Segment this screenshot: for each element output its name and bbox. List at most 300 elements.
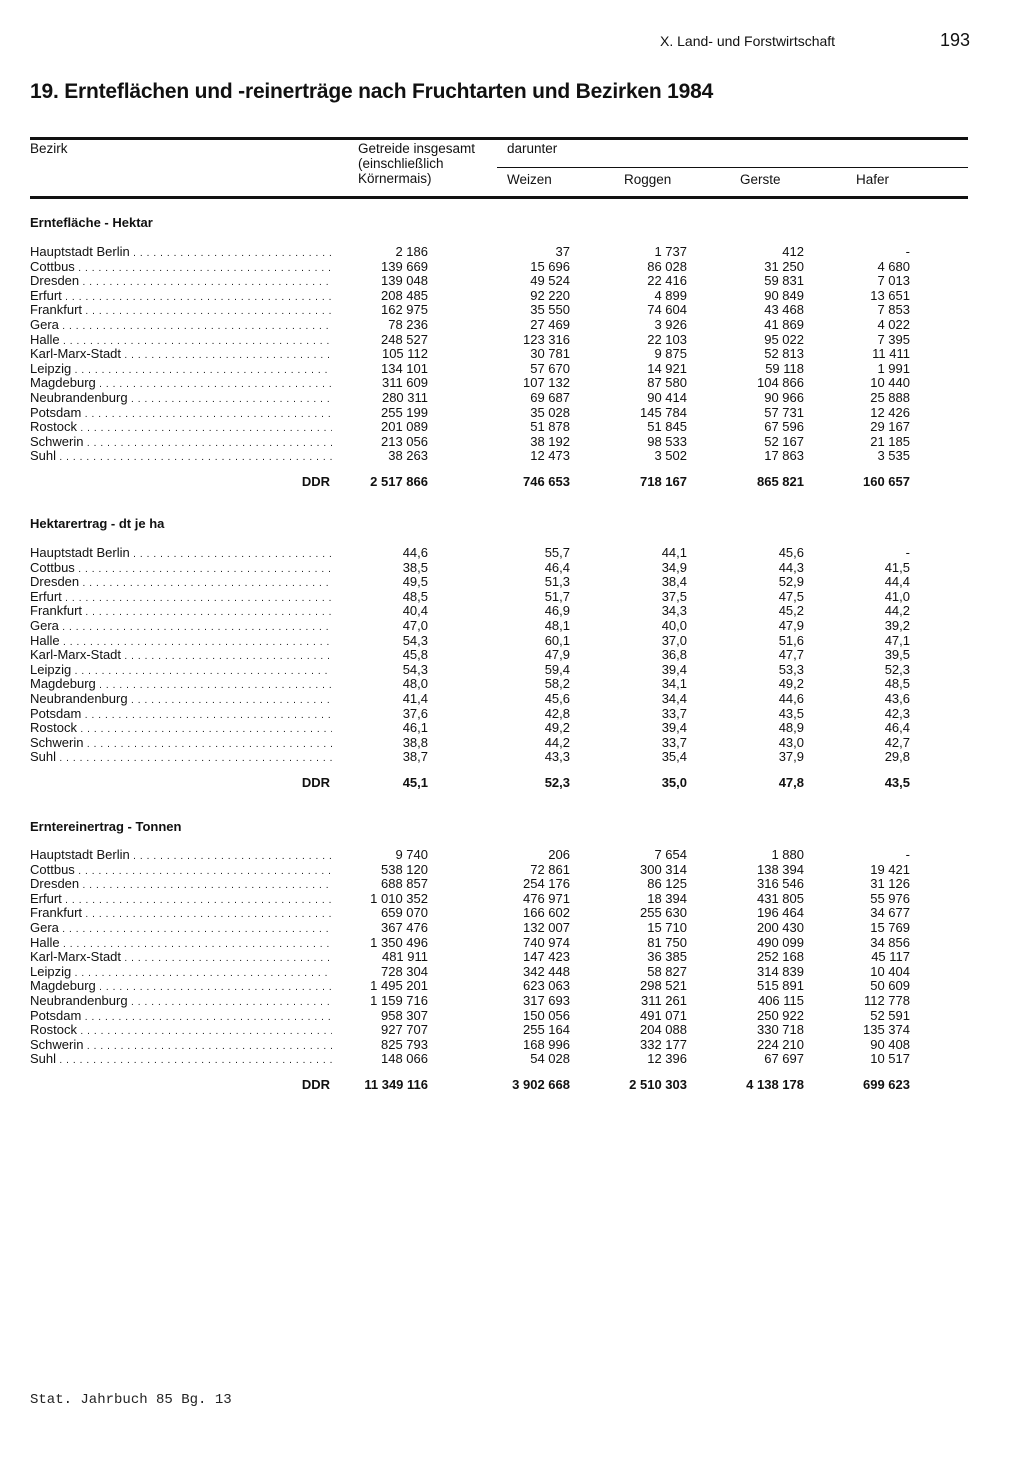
- table-row: [30, 590, 910, 605]
- table-cell: 10 404: [870, 963, 910, 979]
- table-cell: 86 028: [647, 258, 687, 274]
- table-cell: -: [905, 847, 910, 862]
- row-label-bezirk: Dresden . . .: [30, 575, 332, 592]
- table-cell: 255 630: [640, 905, 687, 921]
- table-cell: 1 350 496: [370, 934, 428, 950]
- table-cell: 31 250: [764, 258, 804, 274]
- table-cell: 10 440: [870, 375, 910, 391]
- total-cell: 4 138 178: [746, 1077, 804, 1092]
- total-cell: 52,3: [544, 775, 570, 790]
- table-cell: 49 524: [530, 273, 570, 289]
- row-label-bezirk: Leipzig . . .: [30, 663, 332, 680]
- table-cell: 42,3: [884, 705, 910, 721]
- row-label-bezirk: Suhl . . .: [30, 1052, 332, 1069]
- table-cell: 67 596: [764, 419, 804, 435]
- total-label: DDR: [301, 475, 330, 489]
- table-cell: 166 602: [523, 905, 570, 921]
- row-label-bezirk: Frankfurt . . .: [30, 906, 332, 923]
- row-label-bezirk: Schwerin . . .: [30, 1038, 332, 1055]
- table-cell: 41,5: [884, 559, 910, 575]
- table-cell: 22 103: [647, 331, 687, 347]
- row-label-bezirk: Suhl . . .: [30, 449, 332, 466]
- table-cell: 19 421: [870, 861, 910, 877]
- table-row: [30, 274, 910, 289]
- table-cell: 148 066: [381, 1051, 428, 1067]
- table-row: [30, 863, 910, 878]
- table-cell: 54 028: [530, 1051, 570, 1067]
- table-cell: 147 423: [523, 949, 570, 965]
- row-label-bezirk: Magdeburg . . .: [30, 677, 332, 694]
- table-cell: 330 718: [757, 1022, 804, 1038]
- table-cell: 47,1: [884, 632, 910, 648]
- table-cell: 34,1: [661, 676, 687, 692]
- table-cell: 168 996: [523, 1036, 570, 1052]
- row-label-bezirk: Hauptstadt Berlin . . .: [30, 546, 332, 563]
- row-label-bezirk: Neubrandenburg . . .: [30, 692, 332, 709]
- row-label-bezirk: Hauptstadt Berlin . . .: [30, 848, 332, 865]
- header-bezirk: Bezirk: [30, 141, 68, 156]
- table-cell: 3 535: [877, 448, 910, 464]
- table-cell: 60,1: [544, 632, 570, 648]
- total-row: [30, 1078, 910, 1093]
- table-cell: 44,3: [778, 559, 804, 575]
- table-row: [30, 347, 910, 362]
- header-getreide-line2: (einschließlich: [358, 156, 444, 171]
- table-cell: 30 781: [530, 346, 570, 362]
- row-label-bezirk: Erfurt . . .: [30, 590, 332, 607]
- table-cell: 48,1: [544, 618, 570, 633]
- table-cell: 40,4: [402, 603, 428, 619]
- table-cell: 7 395: [877, 331, 910, 347]
- table-cell: 139 669: [381, 258, 428, 274]
- table-row: [30, 921, 910, 936]
- table-top-rule: [30, 137, 968, 140]
- total-cell: 11 349 116: [364, 1077, 428, 1092]
- table-row: [30, 318, 910, 333]
- table-cell: 44,6: [778, 691, 804, 706]
- table-row: [30, 634, 910, 649]
- table-cell: 317 693: [523, 993, 570, 1008]
- table-cell: 87 580: [647, 375, 687, 391]
- table-row: [30, 561, 910, 576]
- table-cell: 45,2: [778, 603, 804, 619]
- table-cell: 39,4: [661, 661, 687, 677]
- table-cell: 35,4: [661, 749, 687, 765]
- table-cell: 300 314: [640, 861, 687, 877]
- table-cell: 42,8: [544, 705, 570, 721]
- row-label-bezirk: Cottbus . . .: [30, 260, 332, 277]
- table-cell: 38 263: [388, 448, 428, 464]
- table-cell: 490 099: [757, 934, 804, 950]
- table-cell: 44,1: [661, 545, 687, 560]
- table-cell: 58 827: [647, 963, 687, 979]
- table-cell: 57 670: [530, 360, 570, 376]
- table-cell: 67 697: [764, 1051, 804, 1067]
- table-cell: 38 192: [530, 433, 570, 449]
- table-cell: 47,9: [544, 647, 570, 663]
- table-cell: 37,9: [778, 749, 804, 765]
- table-row: [30, 619, 910, 634]
- table-cell: 47,9: [778, 618, 804, 633]
- table-cell: 196 464: [757, 905, 804, 921]
- row-label-bezirk: Erfurt . . .: [30, 289, 332, 306]
- total-cell: 45,1: [402, 775, 428, 790]
- table-cell: 4 899: [654, 287, 687, 303]
- table-row: [30, 906, 910, 921]
- row-label-bezirk: Neubrandenburg . . .: [30, 391, 332, 408]
- table-cell: 740 974: [523, 934, 570, 950]
- table-cell: 55,7: [544, 545, 570, 560]
- table-cell: 123 316: [523, 331, 570, 347]
- table-cell: -: [905, 244, 910, 259]
- row-label-bezirk: Potsdam . . .: [30, 1009, 332, 1026]
- table-cell: 44,4: [884, 574, 910, 590]
- table-cell: 958 307: [381, 1007, 428, 1023]
- row-label-bezirk: Halle . . .: [30, 936, 332, 953]
- table-row: [30, 1038, 910, 1053]
- table-cell: 254 176: [523, 876, 570, 892]
- row-label-bezirk: Leipzig . . .: [30, 965, 332, 982]
- table-cell: 59 118: [765, 360, 804, 376]
- row-label-bezirk: Potsdam . . .: [30, 406, 332, 423]
- table-cell: 491 071: [640, 1007, 687, 1023]
- header-getreide-line3: Körnermais): [358, 171, 432, 186]
- table-cell: 40,0: [661, 618, 687, 633]
- table-cell: 47,7: [778, 647, 804, 663]
- table-cell: 92 220: [530, 287, 570, 303]
- table-cell: 52 167: [764, 433, 804, 449]
- total-row: [30, 776, 910, 791]
- table-row: [30, 420, 910, 435]
- table-cell: 104 866: [757, 375, 804, 391]
- table-cell: 37,5: [661, 588, 687, 604]
- table-cell: 36 385: [647, 949, 687, 965]
- table-cell: 45,6: [544, 691, 570, 706]
- table-cell: 7 654: [654, 847, 687, 862]
- table-cell: 1 159 716: [370, 993, 428, 1008]
- table-row: [30, 965, 910, 980]
- table-cell: 44,2: [544, 734, 570, 750]
- table-cell: 95 022: [764, 331, 804, 347]
- row-label-bezirk: Frankfurt . . .: [30, 303, 332, 320]
- table-cell: 14 921: [647, 360, 687, 376]
- table-cell: 314 839: [757, 963, 804, 979]
- table-cell: 728 304: [381, 963, 428, 979]
- table-cell: 132 007: [523, 920, 570, 935]
- table-cell: 34,4: [661, 691, 687, 706]
- row-label-bezirk: Rostock . . .: [30, 721, 332, 738]
- table-cell: 45,8: [402, 647, 428, 663]
- table-title: 19. Ernteflächen und -reinerträge nach Fruchtarten und Bezirken 1984: [30, 80, 714, 103]
- table-cell: 9 875: [654, 346, 687, 362]
- table-cell: 74 604: [647, 302, 687, 318]
- table-cell: 213 056: [381, 433, 428, 449]
- table-cell: 15 769: [870, 920, 910, 935]
- table-cell: 2 186: [395, 244, 428, 259]
- table-cell: 48,5: [402, 588, 428, 604]
- table-cell: 55 976: [870, 890, 910, 906]
- table-cell: 37,6: [402, 705, 428, 721]
- total-cell: 35,0: [661, 775, 687, 790]
- table-row: [30, 289, 910, 304]
- row-label-bezirk: Rostock . . .: [30, 420, 332, 437]
- table-row: [30, 979, 910, 994]
- row-label-bezirk: Suhl . . .: [30, 750, 332, 767]
- table-cell: 44,2: [884, 603, 910, 619]
- table-cell: 39,2: [884, 618, 910, 633]
- table-cell: 1 880: [771, 847, 804, 862]
- table-cell: 51 845: [647, 419, 687, 435]
- table-cell: 50 609: [870, 978, 910, 994]
- table-cell: 48,0: [402, 676, 428, 692]
- table-cell: 52 591: [870, 1007, 910, 1023]
- table-row: [30, 950, 910, 965]
- row-label-bezirk: Neubrandenburg . . .: [30, 994, 332, 1011]
- table-row: [30, 1052, 910, 1067]
- page-number: 193: [940, 30, 971, 50]
- table-cell: 43,6: [884, 691, 910, 706]
- table-cell: 69 687: [530, 390, 570, 405]
- table-row: [30, 892, 910, 907]
- table-cell: 59 831: [764, 273, 804, 289]
- table-cell: 51,3: [544, 574, 570, 590]
- table-row: [30, 721, 910, 736]
- total-cell: 47,8: [778, 775, 804, 790]
- table-cell: 57 731: [764, 404, 804, 420]
- table-cell: 15 696: [530, 258, 570, 274]
- table-cell: 250 922: [757, 1007, 804, 1023]
- table-cell: 208 485: [381, 287, 428, 303]
- table-cell: 53,3: [778, 661, 804, 677]
- total-cell: 699 623: [863, 1077, 910, 1092]
- table-cell: 200 430: [757, 920, 804, 935]
- table-cell: 15 710: [647, 920, 687, 935]
- table-cell: 49,2: [778, 676, 804, 692]
- total-cell: 2 510 303: [629, 1077, 687, 1092]
- table-cell: 138 394: [757, 861, 804, 877]
- table-cell: 45,6: [778, 545, 804, 560]
- header-darunter: darunter: [507, 141, 558, 156]
- table-cell: 34 677: [870, 905, 910, 921]
- table-cell: 47,5: [778, 588, 804, 604]
- total-label: DDR: [301, 1078, 330, 1092]
- table-cell: 316 546: [757, 876, 804, 892]
- table-cell: 206: [548, 847, 570, 862]
- row-label-bezirk: Karl-Marx-Stadt . . .: [30, 648, 332, 665]
- table-cell: 52,3: [884, 661, 910, 677]
- running-head: X. Land- und Forstwirtschaft: [660, 33, 836, 49]
- table-cell: 25 888: [870, 390, 910, 405]
- footer-note: Stat. Jahrbuch 85 Bg. 13: [30, 1392, 232, 1408]
- table-row: [30, 663, 910, 678]
- table-cell: 34 856: [870, 934, 910, 950]
- row-label-bezirk: Schwerin . . .: [30, 435, 332, 452]
- table-row: [30, 1009, 910, 1024]
- total-cell: 746 653: [523, 474, 570, 489]
- table-cell: 49,2: [544, 720, 570, 736]
- total-label: DDR: [301, 776, 330, 790]
- table-cell: 33,7: [661, 705, 687, 721]
- row-label-bezirk: Halle . . .: [30, 333, 332, 350]
- row-label-bezirk: Erfurt . . .: [30, 892, 332, 909]
- table-cell: 135 374: [863, 1022, 910, 1038]
- table-cell: 27 469: [530, 317, 570, 332]
- table-cell: 35 028: [530, 404, 570, 420]
- table-cell: 298 521: [640, 978, 687, 994]
- table-cell: 29,8: [884, 749, 910, 765]
- table-cell: 54,3: [402, 632, 428, 648]
- total-cell: 160 657: [863, 474, 910, 489]
- table-row: [30, 1023, 910, 1038]
- table-cell: 224 210: [757, 1036, 804, 1052]
- table-row: [30, 449, 910, 464]
- table-cell: 112 778: [863, 993, 910, 1008]
- table-cell: 311 609: [381, 375, 428, 391]
- darunter-rule: [497, 167, 968, 168]
- table-cell: 18 394: [647, 890, 687, 906]
- table-cell: -: [905, 545, 910, 560]
- table-cell: 59,4: [544, 661, 570, 677]
- header-getreide: [358, 141, 475, 186]
- table-cell: 12 426: [870, 404, 910, 420]
- table-cell: 48,9: [778, 720, 804, 736]
- row-label-bezirk: Dresden . . .: [30, 877, 332, 894]
- table-cell: 58,2: [544, 676, 570, 692]
- table-row: [30, 707, 910, 722]
- table-cell: 538 120: [381, 861, 428, 877]
- row-label-bezirk: Magdeburg . . .: [30, 979, 332, 996]
- table-cell: 44,6: [402, 545, 428, 560]
- table-cell: 41 869: [764, 317, 804, 332]
- table-row: [30, 848, 910, 863]
- table-cell: 280 311: [381, 390, 428, 405]
- table-cell: 43,0: [778, 734, 804, 750]
- row-label-bezirk: Cottbus . . .: [30, 561, 332, 578]
- table-cell: 86 125: [647, 876, 687, 892]
- table-row: [30, 575, 910, 590]
- total-cell: 865 821: [757, 474, 804, 489]
- section-title: Hektarertrag - dt je ha: [30, 516, 165, 531]
- table-cell: 39,4: [661, 720, 687, 736]
- table-cell: 150 056: [523, 1007, 570, 1023]
- table-cell: 659 070: [381, 905, 428, 921]
- table-cell: 311 261: [640, 993, 687, 1008]
- header-getreide-line1: Getreide insgesamt: [358, 141, 476, 156]
- table-row: [30, 692, 910, 707]
- row-label-bezirk: Halle . . .: [30, 634, 332, 651]
- table-cell: 367 476: [381, 920, 428, 935]
- total-cell: 718 167: [640, 474, 687, 489]
- table-row: [30, 260, 910, 275]
- table-row: [30, 245, 910, 260]
- row-label-bezirk: Potsdam . . .: [30, 707, 332, 724]
- header-roggen: Roggen: [624, 172, 672, 187]
- table-cell: 481 911: [381, 949, 428, 965]
- table-cell: 4 022: [877, 317, 910, 332]
- row-label-bezirk: Karl-Marx-Stadt . . .: [30, 950, 332, 967]
- table-cell: 46,4: [544, 559, 570, 575]
- table-cell: 46,9: [544, 603, 570, 619]
- table-cell: 29 167: [870, 419, 910, 435]
- table-cell: 22 416: [647, 273, 687, 289]
- table-cell: 46,4: [884, 720, 910, 736]
- table-cell: 162 975: [381, 302, 428, 318]
- table-row: [30, 333, 910, 348]
- table-cell: 476 971: [523, 890, 570, 906]
- table-cell: 43,5: [778, 705, 804, 721]
- table-cell: 90 966: [764, 390, 804, 405]
- table-cell: 515 891: [757, 978, 804, 994]
- table-cell: 825 793: [381, 1036, 428, 1052]
- table-cell: 105 112: [381, 346, 428, 362]
- table-cell: 34,9: [661, 559, 687, 575]
- total-cell: 3 902 668: [512, 1077, 570, 1092]
- table-cell: 37: [555, 244, 570, 259]
- table-cell: 38,7: [402, 749, 428, 765]
- table-cell: 107 132: [523, 375, 570, 391]
- table-cell: 17 863: [764, 448, 804, 464]
- table-cell: 90 849: [764, 287, 804, 303]
- table-row: [30, 677, 910, 692]
- table-cell: 623 063: [523, 978, 570, 994]
- table-cell: 204 088: [640, 1022, 687, 1038]
- table-cell: 90 408: [870, 1036, 910, 1052]
- table-cell: 39,5: [884, 647, 910, 663]
- header-hafer: Hafer: [856, 172, 890, 187]
- table-row: [30, 877, 910, 892]
- header-weizen: Weizen: [507, 172, 552, 187]
- table-cell: 81 750: [647, 934, 687, 950]
- table-cell: 35 550: [530, 302, 570, 318]
- table-row: [30, 648, 910, 663]
- table-cell: 42,7: [884, 734, 910, 750]
- table-cell: 332 177: [640, 1036, 687, 1052]
- table-cell: 3 926: [654, 317, 687, 332]
- table-cell: 3 502: [654, 448, 687, 464]
- table-row: [30, 604, 910, 619]
- table-cell: 201 089: [381, 419, 428, 435]
- table-cell: 43 468: [764, 302, 804, 318]
- row-label-bezirk: Leipzig . . .: [30, 362, 332, 379]
- table-row: [30, 994, 910, 1009]
- table-cell: 688 857: [381, 876, 428, 892]
- table-cell: 98 533: [647, 433, 687, 449]
- header-gerste: Gerste: [740, 172, 781, 187]
- row-label-bezirk: Cottbus . . .: [30, 863, 332, 880]
- table-cell: 38,4: [661, 574, 687, 590]
- total-cell: 43,5: [884, 775, 910, 790]
- table-row: [30, 936, 910, 951]
- section-title: Erntefläche - Hektar: [30, 215, 153, 230]
- row-label-bezirk: Rostock . . .: [30, 1023, 332, 1040]
- row-label-bezirk: Gera . . .: [30, 318, 332, 335]
- table-row: [30, 546, 910, 561]
- table-row: [30, 406, 910, 421]
- table-cell: 46,1: [402, 720, 428, 736]
- table-cell: 45 117: [871, 949, 910, 965]
- table-cell: 41,0: [884, 588, 910, 604]
- table-cell: 31 126: [870, 876, 910, 892]
- table-cell: 248 527: [381, 331, 428, 347]
- total-cell: 2 517 866: [370, 474, 428, 489]
- table-cell: 48,5: [884, 676, 910, 692]
- table-cell: 1 495 201: [370, 978, 428, 994]
- table-cell: 342 448: [523, 963, 570, 979]
- table-row: [30, 391, 910, 406]
- table-cell: 431 805: [757, 890, 804, 906]
- table-cell: 51,6: [778, 632, 804, 648]
- table-cell: 36,8: [661, 647, 687, 663]
